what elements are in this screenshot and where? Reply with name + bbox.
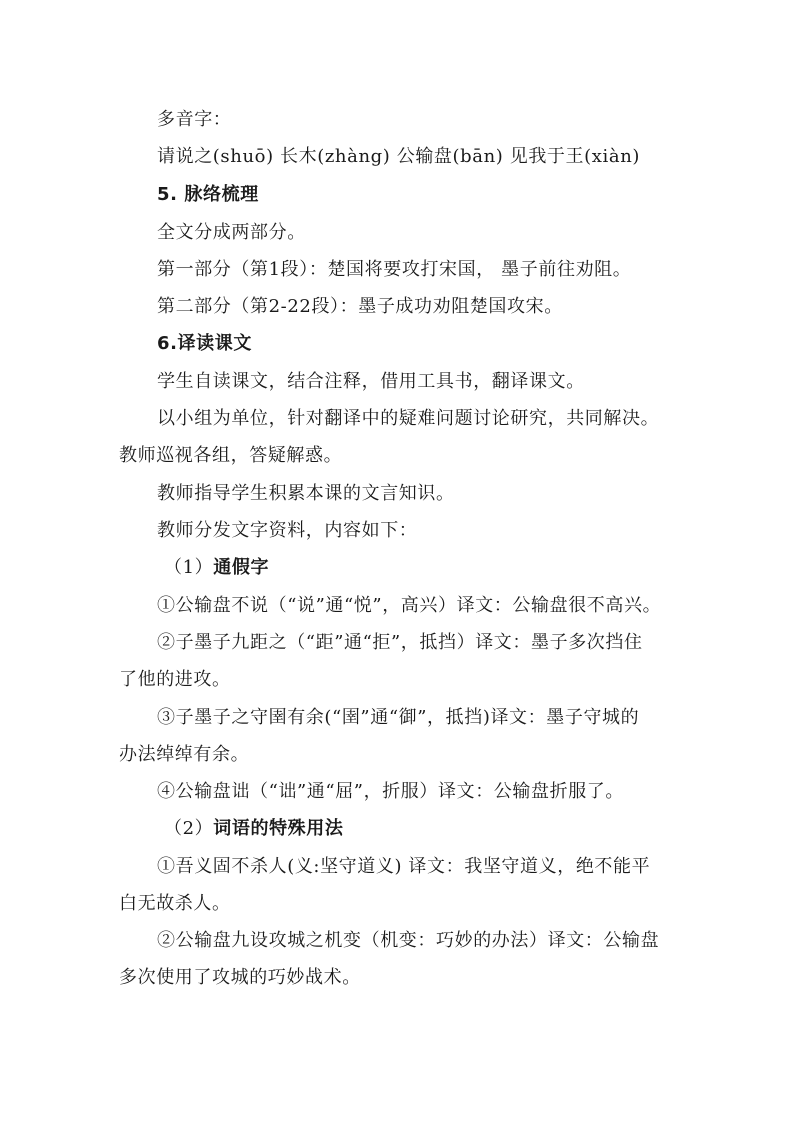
list-item-continuation: 白无故杀人。 [119,893,231,914]
paragraph: 教师分发文字资料，内容如下： [157,520,418,541]
paragraph: 第一部分（第1段）：楚国将要攻打宋国， 墨子前往劝阻。 [157,259,632,280]
list-item: ④公输盘诎（“诎”通“屈”，折服）译文：公输盘折服了。 [157,781,625,802]
subsection-2-heading [164,817,343,841]
paragraph: 教师指导学生积累本课的文言知识。 [157,483,455,504]
subsection-label: 词语的特殊用法 [213,818,344,839]
subsection-label: 通假字 [213,557,270,578]
list-item: ①公输盘不说（“说”通“悦”，高兴）译文：公输盘很不高兴。 [157,595,662,616]
section-5-heading: 5. 脉络梳理 [157,184,259,205]
list-item-continuation: 办法绰绰有余。 [119,744,250,765]
list-item: ②公输盘九设攻城之机变（机变：巧妙的办法）译文：公输盘 [157,930,660,951]
list-item: ②子墨子九距之（“距”通“拒”，抵挡）译文：墨子多次挡住 [157,632,643,653]
paragraph-continuation: 教师巡视各组，答疑解惑。 [119,445,343,466]
list-item: ①吾义固不杀人(义:坚守道义) 译文：我坚守道义，绝不能平 [157,856,651,877]
paragraph: 以小组为单位，针对翻译中的疑难问题讨论研究，共同解决。 [157,408,660,429]
paragraph: 学生自读课文，结合注释，借用工具书，翻译课文。 [157,371,585,392]
paragraph: 全文分成两部分。 [157,222,306,243]
polyphone-examples: 请说之(shuō) 长木(zhàng) 公输盘(bān) 见我于王(xiàn) [157,146,641,167]
list-item-continuation: 多次使用了攻城的巧妙战术。 [119,967,361,988]
subsection-number: （2） [164,818,214,839]
paragraph: 第二部分（第2-22段）：墨子成功劝阻楚国攻宋。 [157,296,563,317]
section-6-heading: 6.译读课文 [157,333,252,354]
subsection-1-heading [164,556,269,580]
subsection-number: （1） [164,557,214,578]
polyphone-heading: 多音字： [157,109,232,130]
list-item-continuation: 了他的进攻。 [119,669,231,690]
list-item: ③子墨子之守圉有余(“圉”通“御”，抵挡)译文：墨子守城的 [157,707,640,728]
